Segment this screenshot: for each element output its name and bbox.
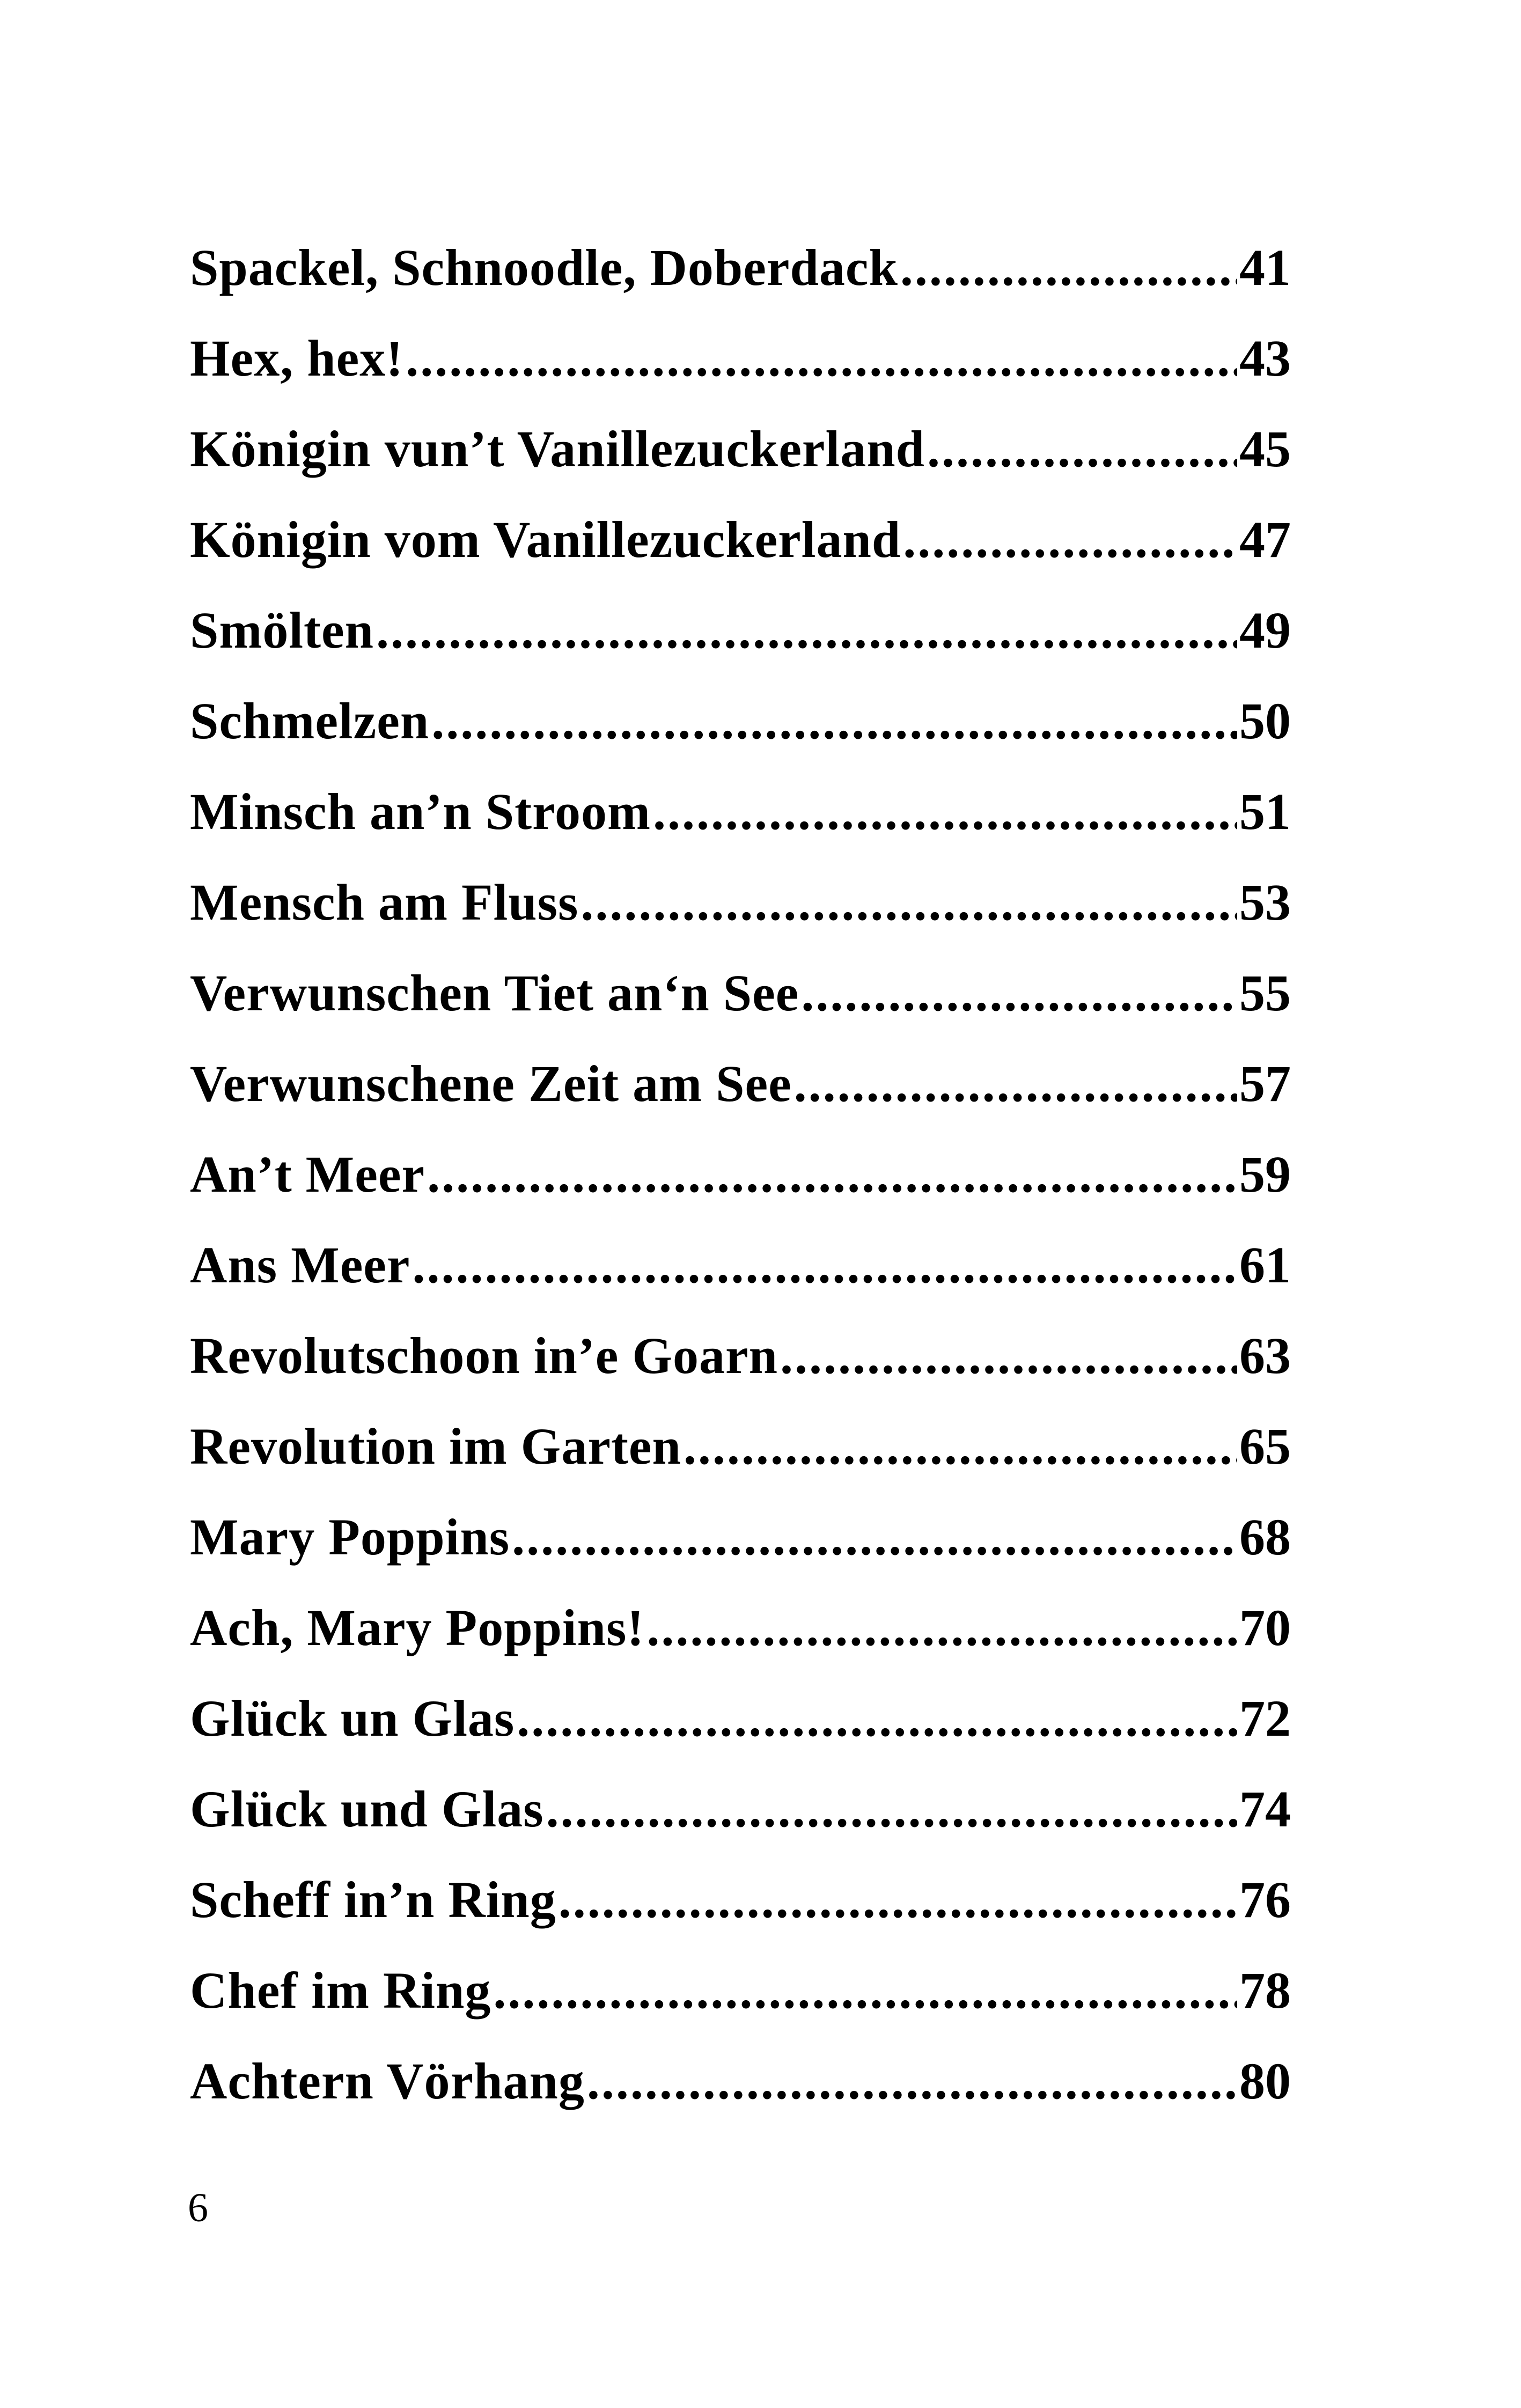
toc-entry-title: Mary Poppins [190,1508,510,1566]
toc-entry-page: 78 [1239,1962,1291,2019]
toc-entry-title: Mensch am Fluss [190,873,579,931]
toc-entry-page: 47 [1239,511,1291,568]
toc-dot-leader [794,1050,1237,1118]
toc-entry-page: 41 [1239,239,1291,296]
toc-entry-page: 61 [1239,1236,1291,1294]
toc-dot-leader [801,959,1237,1027]
toc-entry-page: 74 [1239,1780,1291,1838]
toc-entry-title: An’t Meer [190,1146,425,1203]
toc-entry-title: Königin vom Vanillezuckerland [190,511,901,568]
toc-dot-leader [413,1231,1237,1299]
toc-entry-title: Minsch an’n Stroom [190,783,651,840]
toc-entry [190,687,1291,778]
toc-entry-page: 59 [1239,1146,1291,1203]
toc-entry-page: 72 [1239,1690,1291,1747]
toc-entry-page: 43 [1239,329,1291,387]
toc-entry-title: Scheff in’n Ring [190,1871,556,1928]
toc-entry-page: 68 [1239,1508,1291,1566]
toc-dot-leader [546,1775,1237,1843]
toc-entry [190,1503,1291,1594]
toc-entry-title: Verwunschene Zeit am See [190,1055,792,1112]
toc-entry-title: Hex, hex! [190,329,404,387]
toc-entry [190,1775,1291,1866]
toc-dot-leader [780,1322,1237,1390]
toc-dot-leader [581,869,1237,936]
toc-entry-page: 51 [1239,783,1291,840]
toc-dot-leader [559,1866,1237,1934]
toc-entry [190,597,1291,687]
toc-entry [190,778,1291,869]
toc-entry [190,415,1291,506]
toc-dot-leader [927,415,1237,483]
toc-entry [190,506,1291,597]
toc-entry [190,959,1291,1050]
toc-entry [190,1957,1291,2047]
toc-entry [190,1231,1291,1322]
toc-entry-page: 55 [1239,964,1291,1022]
toc-entry [190,1141,1291,1231]
toc-dot-leader [684,1413,1237,1480]
toc-entry [190,1866,1291,1957]
toc-dot-leader [431,687,1237,755]
toc-entry-title: Ans Meer [190,1236,410,1294]
toc-entry-title: Ach, Mary Poppins! [190,1599,645,1656]
toc-entry-page: 45 [1239,420,1291,478]
toc-entry-page: 53 [1239,873,1291,931]
toc-entry [190,325,1291,415]
toc-dot-leader [493,1957,1237,2024]
toc-entry [190,1322,1291,1413]
toc-dot-leader [512,1503,1237,1571]
toc-entry-title: Glück un Glas [190,1690,515,1747]
toc-entry-title: Achtern Vörhang [190,2052,585,2110]
toc-entry [190,1050,1291,1141]
toc-entry-title: Spackel, Schnoodle, Doberdack [190,239,898,296]
toc-dot-leader [406,325,1237,392]
toc-dot-leader [646,1594,1237,1662]
toc-entry-title: Glück und Glas [190,1780,544,1838]
toc-dot-leader [903,506,1237,574]
toc-entry-page: 70 [1239,1599,1291,1656]
toc-entry [190,2047,1291,2138]
toc-entry-page: 57 [1239,1055,1291,1112]
toc-entry-title: Revolutschoon in’e Goarn [190,1327,778,1384]
toc-entry [190,869,1291,959]
page-number: 6 [188,2185,208,2230]
toc-entry-page: 80 [1239,2052,1291,2110]
toc-dot-leader [653,778,1237,846]
toc-entry [190,234,1291,325]
toc-entry-page: 76 [1239,1871,1291,1928]
toc-entry-title: Schmelzen [190,692,430,750]
toc-entry-title: Revolution im Garten [190,1418,681,1475]
toc-entry [190,1413,1291,1503]
toc-entry-page: 50 [1239,692,1291,750]
toc-entry [190,1685,1291,1775]
toc-entry-title: Königin vun’t Vanillezuckerland [190,420,925,478]
toc-entry-title: Smölten [190,601,374,659]
toc-dot-leader [517,1685,1237,1752]
toc-entry-page: 63 [1239,1327,1291,1384]
table-of-contents [190,234,1291,2138]
toc-dot-leader [587,2047,1237,2115]
toc-entry-page: 49 [1239,601,1291,659]
toc-dot-leader [900,234,1237,302]
toc-entry-title: Verwunschen Tiet an‘n See [190,964,799,1022]
toc-dot-leader [427,1141,1237,1208]
toc-dot-leader [376,597,1237,664]
toc-entry [190,1594,1291,1685]
toc-entry-page: 65 [1239,1418,1291,1475]
toc-entry-title: Chef im Ring [190,1962,491,2019]
